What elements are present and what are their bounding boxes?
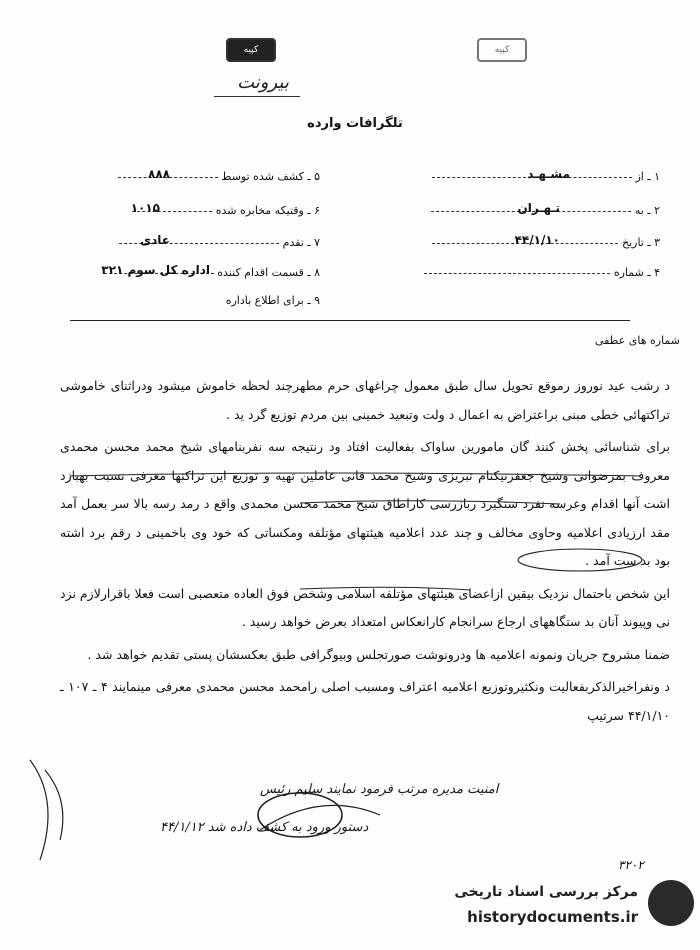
- underline-stroke: [300, 587, 470, 590]
- watermark-url: historydocuments.ir: [467, 908, 638, 926]
- stamp-seal-right: کپیه: [477, 38, 527, 62]
- document-title: تلگرافات وارده: [307, 116, 403, 131]
- handwritten-notes: [140, 780, 700, 850]
- field-priority-value: عادی: [140, 233, 170, 247]
- body-paragraph: این شخص باحتمال نزدیک بیقین ازاعضای هیئتهای مؤتلفه اسلامی وشخص فوق العاده متعصبی است فعلا باقرارلازم نزد نی وپیوند آنان بد ستگاههای ارجاع سرانجام کارانعکاس امتعداد بعرض خواهد رسید .: [60, 585, 670, 629]
- field-to: ۲ ـ به تـهـران: [431, 204, 660, 217]
- field-to-value: تـهـران: [517, 201, 560, 215]
- field-number: ۴ ـ شماره: [424, 266, 660, 279]
- field-priority: ۷ ـ تقدم عادی: [119, 236, 320, 249]
- field-date-value: ۴۴/۱/۱۰: [514, 233, 560, 247]
- margin-scribble: [30, 760, 63, 860]
- archive-logo-icon: [648, 880, 694, 926]
- handwritten-note: دستور ورود به کشف داده شد ۴۴/۱/۱۲: [160, 820, 369, 835]
- underline-stroke: [70, 473, 640, 476]
- field-action-department: ۸ ـ قسمت اقدام کننده اداره کل سوم ۳۲۱: [101, 263, 320, 279]
- field-decoded-by-value: ۸۸۸: [148, 167, 170, 181]
- stamp-seal-left: کپیه: [226, 38, 276, 62]
- field-action-department-value: اداره کل سوم ۳۲۱: [101, 263, 210, 277]
- body-paragraph: د ونفراخیرالذکربفعالیت ونکثیروتوزیع اعلامیه اعتراف ومسبب اصلی رامحمد محسن محمدی معرفی مینمایند ۴ ـ ۱۰۷ ـ ۴۴/۱/۱۰ سرتیپ: [60, 679, 670, 723]
- field-transmitted-time: ۶ ـ وقتیکه مخابره شده ۱۰۱۵: [130, 201, 320, 217]
- watermark: [420, 876, 690, 942]
- reference-numbers: شماره های عطفی: [594, 334, 680, 347]
- field-transmitted-time-value: ۱۰۱۵: [130, 201, 160, 215]
- field-from: ۱ ـ از مشـهـد: [432, 170, 660, 183]
- underline-stroke: [300, 501, 560, 504]
- circle-mark: [518, 549, 642, 571]
- field-date: ۳ ـ تاریخ ۴۴/۱/۱۰: [432, 236, 660, 249]
- body-paragraph: ضمنا مشروح جریان ونمونه اعلامیه ها ودرونوشت صورتجلس وبیوگرافی طبق بعکسشان پستی تقدیم خواهد شد .: [87, 646, 670, 662]
- field-for-info: ۹ ـ برای اطلاع باداره: [225, 294, 320, 307]
- handwritten-title: بیرونت: [237, 72, 289, 93]
- corner-note: ۳۲۰۲: [618, 858, 644, 872]
- field-decoded-by: ۵ ـ کشف شده توسط ۸۸۸: [118, 170, 320, 183]
- handwritten-note: امنیت مدیره مرتب فرمود نمایند سلیم رئیس: [260, 782, 499, 797]
- field-from-value: مشـهـد: [527, 167, 570, 181]
- body-paragraph: د رشب عید نوروز رموقع تحویل سال طبق معمول چراغهای حرم مطهرچند لحظه خاموش میشود ودراثنای خاموشی تراکتهائی خطی مبنی براعتراض به اعمال د ولت وتبعید خمینی بین مردم توزیع گرد ید .: [60, 378, 670, 422]
- watermark-name: مرکز بررسی اسناد تاریخی: [454, 884, 638, 900]
- body-paragraph: برای شناسائی پخش کنند گان مامورین ساواک بفعالیت افتاد ود رنتیجه سه نفربنامهای شیخ محمد محسن محمدی معروف بمرضوانی وشیخ جعفرنیکنام تبریزی وشیخ محمد قانی عاملین تهیه و توزیع این تراکتها معرفی نسبت بهبازد اشت آنها اقدام وعرسه نفرد ستگیرد ربازرسی کاراطاق شیخ محمد محسن محمدی واقع د رمد رسه بالا سر بعمل آمد مقد ارزیادی اعلامیه وحاوی مخالف و چند عدد اعلامیه هیئتهای مؤتلفه ومکساتی که خود وی باخمینی د رقم برد اشته بود بد ست آمد .: [60, 439, 670, 568]
